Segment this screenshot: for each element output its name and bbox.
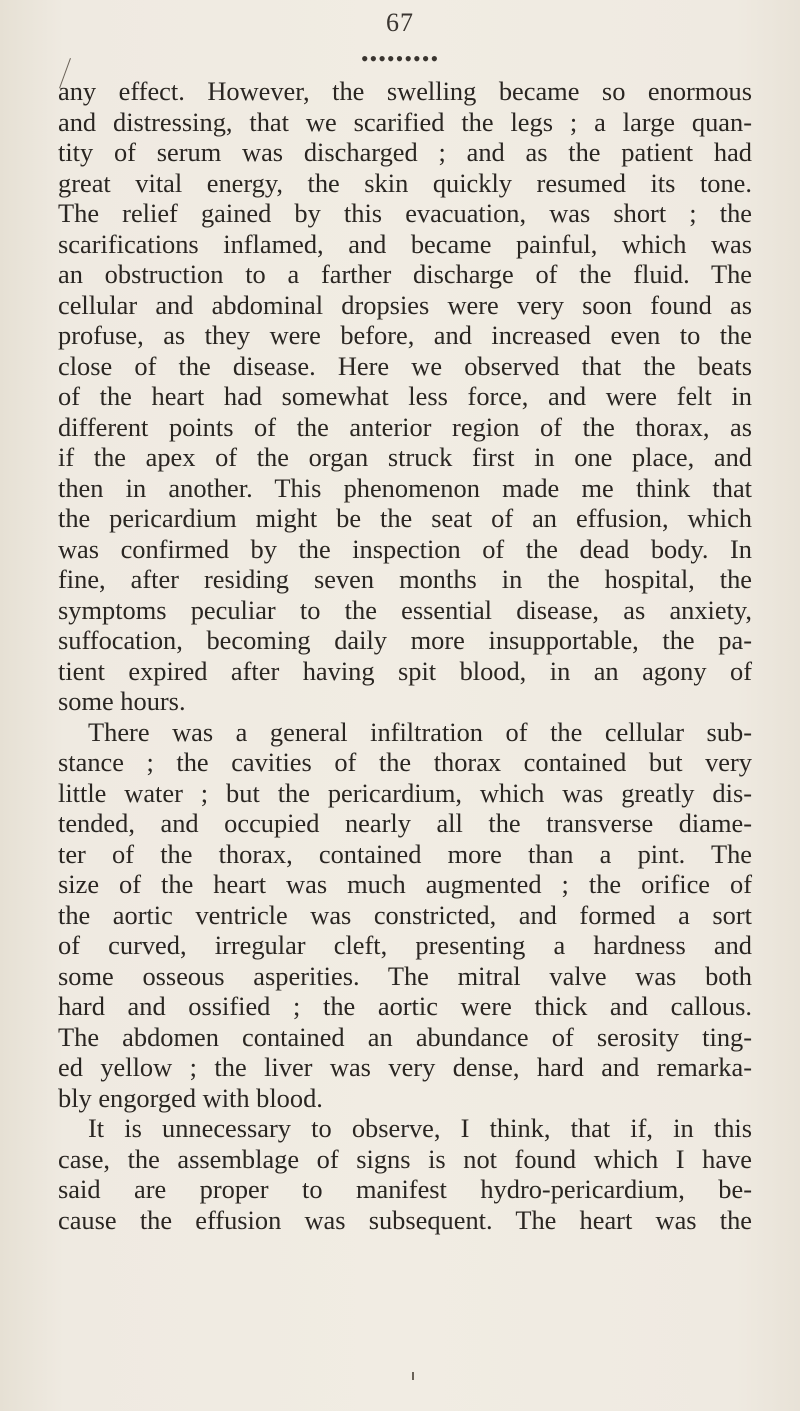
text-line: then in another. This phenomenon made me think that bbox=[58, 472, 752, 503]
text-line: There was a general infiltration of the cellular sub- bbox=[88, 716, 752, 747]
text-line: close of the disease. Here we observed that the beats bbox=[58, 350, 752, 381]
text-line: the pericardium might be the seat of an effusion, which bbox=[58, 503, 752, 533]
page-number: 67 bbox=[386, 8, 414, 37]
text-line: The abdomen contained an abundance of serosity ting- bbox=[58, 1021, 752, 1052]
text-line: bly engorged with blood. bbox=[58, 1082, 323, 1113]
text-line: fine, after residing seven months in the hospital, the bbox=[58, 564, 752, 594]
text-line: cause the effusion was subsequent. The heart was the bbox=[58, 1204, 752, 1235]
text-line: hard and ossified ; the aortic were thick and callous. bbox=[58, 991, 752, 1021]
text-line: suffocation, becoming daily more insupportable, the pa- bbox=[58, 625, 752, 655]
text-line: size of the heart was much augmented ; the orifice of bbox=[58, 869, 752, 899]
text-line: It is unnecessary to observe, I think, that if, in this bbox=[88, 1113, 752, 1143]
text-line: any effect. However, the swelling became so enormous bbox=[58, 76, 752, 106]
text-line: tended, and occupied nearly all the transverse diame- bbox=[58, 808, 752, 838]
text-line: of curved, irregular cleft, presenting a hardness and bbox=[58, 930, 752, 960]
text-line: of the heart had somewhat less force, and were felt in bbox=[58, 381, 752, 411]
text-line: said are proper to manifest hydro-pericardium, be- bbox=[58, 1174, 752, 1204]
bottom-mark bbox=[412, 1372, 414, 1380]
text-line: great vital energy, the skin quickly resumed its tone. bbox=[58, 167, 752, 198]
text-line: tient expired after having spit blood, in an agony of bbox=[58, 655, 752, 686]
text-line: scarifications inflamed, and became painful, which was bbox=[58, 228, 752, 259]
text-line: was confirmed by the inspection of the dead body. In bbox=[58, 533, 752, 564]
text-line: symptoms peculiar to the essential disease, as anxiety, bbox=[58, 594, 752, 625]
text-line: profuse, as they were before, and increased even to the bbox=[58, 320, 752, 350]
text-line: an obstruction to a farther discharge of the fluid. The bbox=[58, 259, 752, 289]
text-line: cellular and abdominal dropsies were very soon found as bbox=[58, 289, 752, 320]
text-line: some hours. bbox=[58, 686, 186, 716]
text-line: tity of serum was discharged ; and as the patient had bbox=[58, 137, 752, 167]
text-line: the aortic ventricle was constricted, and formed a sort bbox=[58, 899, 752, 930]
header-ornament: ••••••••• bbox=[360, 46, 440, 71]
text-line: different points of the anterior region of the thorax, as bbox=[58, 411, 752, 442]
body-text bbox=[58, 76, 752, 1235]
text-line: stance ; the cavities of the thorax contained but very bbox=[58, 747, 752, 777]
text-line: The relief gained by this evacuation, was short ; the bbox=[58, 198, 752, 228]
text-line: if the apex of the organ struck first in one place, and bbox=[58, 442, 752, 472]
text-line: and distressing, that we scarified the legs ; a large quan- bbox=[58, 106, 752, 137]
text-line: little water ; but the pericardium, which was greatly dis- bbox=[58, 777, 752, 808]
text-line: case, the assemblage of signs is not found which I have bbox=[58, 1143, 752, 1174]
text-line: ed yellow ; the liver was very dense, hard and remarka- bbox=[58, 1052, 752, 1082]
text-line: some osseous asperities. The mitral valve was both bbox=[58, 960, 752, 991]
text-line: ter of the thorax, contained more than a pint. The bbox=[58, 838, 752, 869]
